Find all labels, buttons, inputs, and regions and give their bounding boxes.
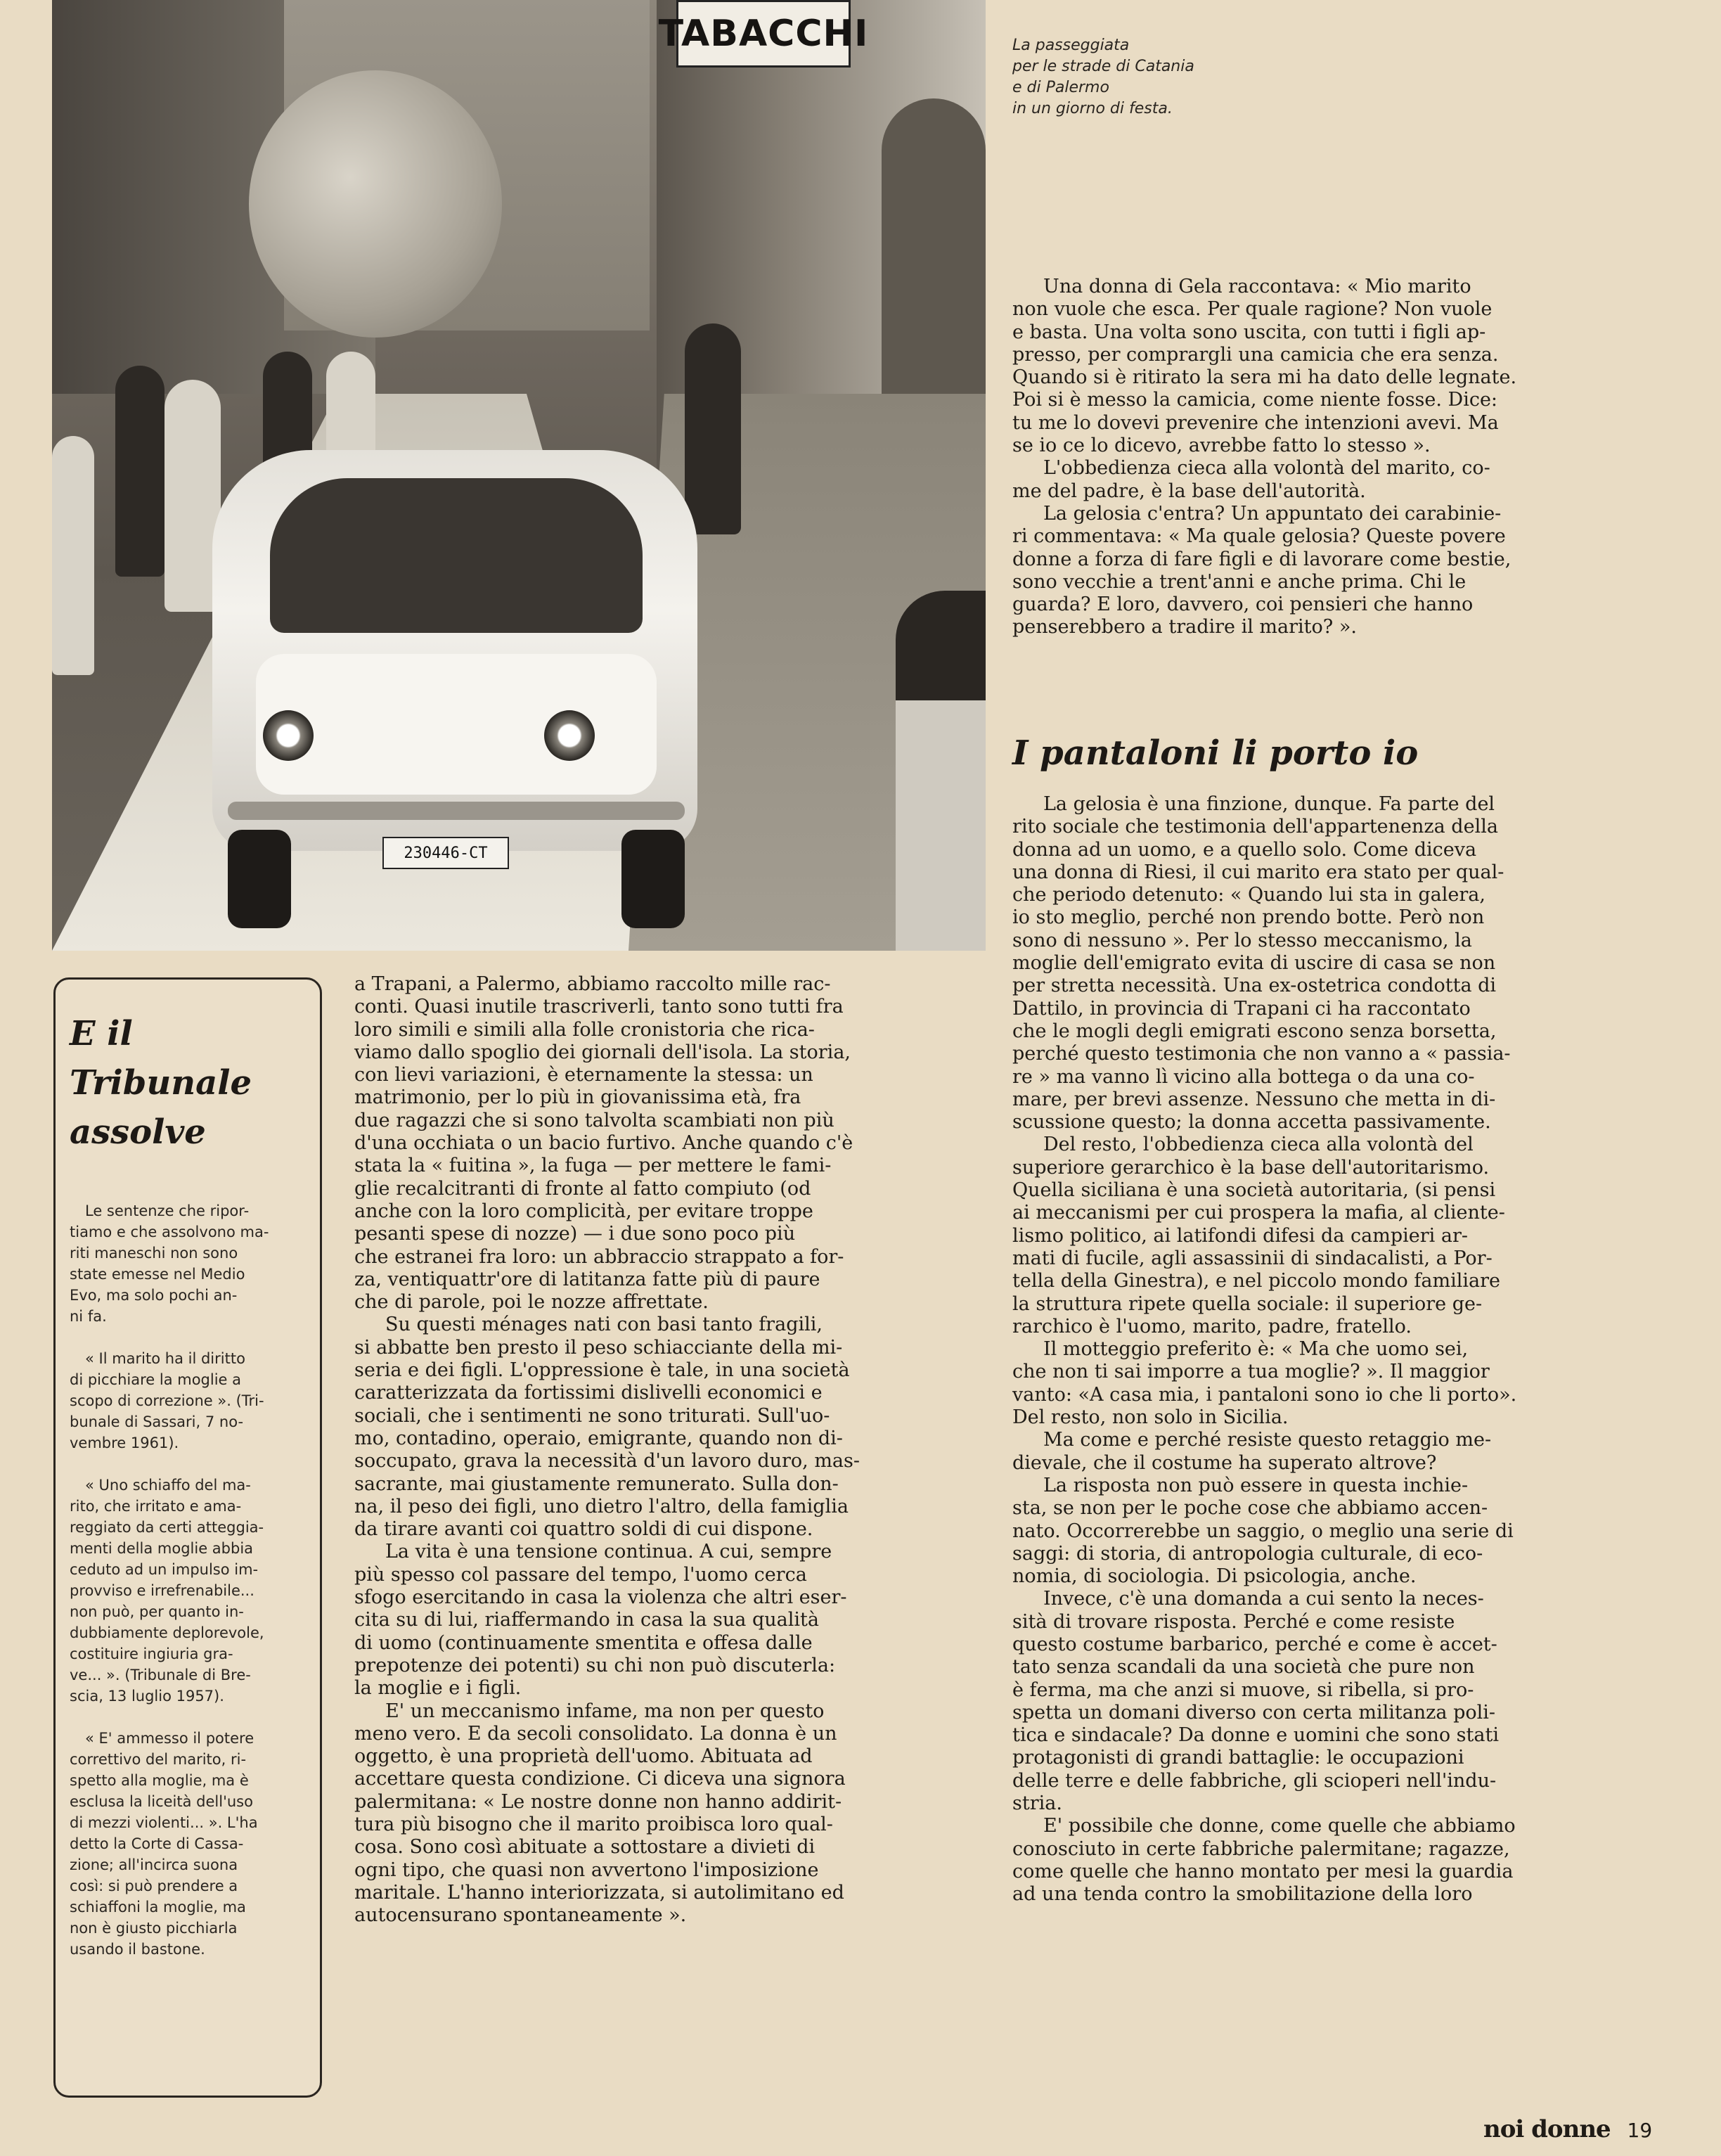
text-line: Ma come e perché resiste questo retaggio me- xyxy=(1043,1429,1492,1451)
text-line: riti maneschi non sono xyxy=(70,1245,238,1262)
text-line: moglie dell'emigrato evita di uscire di casa se non xyxy=(1012,952,1496,975)
text-line: da tirare avanti coi quattro soldi di cui dispone. xyxy=(354,1518,813,1541)
text-line: questo costume barbarico, perché e come è accet- xyxy=(1012,1633,1497,1655)
text-line: Del resto, l'obbedienza cieca alla volontà del xyxy=(1043,1134,1474,1156)
sidebar-text xyxy=(70,1200,302,1960)
text-line: palermitana: « Le nostre donne non hanno addirit- xyxy=(354,1790,842,1813)
photo-tree xyxy=(249,70,502,338)
photo-car-tyre xyxy=(621,830,685,928)
photo-car-tyre xyxy=(228,830,291,928)
text-line: esclusa la liceità dell'uso xyxy=(70,1793,253,1810)
text-line: reggiato da certi atteggia- xyxy=(70,1519,264,1536)
text-line: tella della Ginestra), e nel piccolo mondo familiare xyxy=(1012,1270,1500,1292)
photo-caption xyxy=(1012,35,1308,120)
photo-pedestrian xyxy=(52,436,94,675)
text-line: guarda? E loro, davvero, coi pensieri che hanno xyxy=(1012,593,1474,616)
text-line: di picchiare la moglie a xyxy=(70,1371,242,1388)
text-line: tu me lo dovevi prevenire che intenzioni avevi. Ma xyxy=(1012,411,1499,434)
text-line: na, il peso dei figli, uno dietro l'altro, della famiglia xyxy=(354,1495,849,1517)
text-line: ai meccanismi per cui prospera la mafia, al cliente- xyxy=(1012,1202,1505,1224)
text-line: anche con la loro complicità, per evitare troppe xyxy=(354,1200,813,1222)
text-line: rito, che irritato e ama- xyxy=(70,1498,242,1515)
text-line: stria. xyxy=(1012,1792,1062,1815)
text-line: Quella siciliana è una società autoritaria, (si pensi xyxy=(1012,1179,1496,1202)
photo-car-bumper xyxy=(228,802,685,820)
text-line: saggi: di storia, di antropologia culturale, di eco- xyxy=(1012,1542,1483,1565)
text-line: prepotenze dei potenti) su chi non può discuterla: xyxy=(354,1654,836,1676)
sidebar-title-line: Tribunale xyxy=(70,1063,252,1103)
text-line: Una donna di Gela raccontava: « Mio marito xyxy=(1043,276,1471,297)
text-line: correttivo del marito, ri- xyxy=(70,1751,247,1768)
text-line: nomia, di sociologia. Di psicologia, anche. xyxy=(1012,1565,1417,1588)
text-line: caratterizzata da fortissimi dislivelli economici e xyxy=(354,1382,823,1404)
magazine-name: noi donne xyxy=(1483,2115,1611,2143)
caption-line: e di Palermo xyxy=(1012,79,1109,96)
text-line: mati di fucile, agli assassinii di sindacalisti, a Por- xyxy=(1012,1247,1493,1269)
text-line: maritale. L'hanno interiorizzata, si autolimitano ed xyxy=(354,1881,844,1904)
text-line: io sto meglio, perché non prendo botte. Però non xyxy=(1012,906,1485,929)
text-line: sono vecchie a trent'anni e anche prima. Chi le xyxy=(1012,570,1467,593)
text-line: La vita è una tensione continua. A cui, sempre xyxy=(385,1541,832,1563)
text-line: vembre 1961). xyxy=(70,1435,179,1451)
text-line: tura più bisogno che il marito proibisca loro qual- xyxy=(354,1813,833,1835)
text-line: così: si può prendere a xyxy=(70,1878,238,1894)
text-line: za, ventiquattr'ore di latitanza fatte più di paure xyxy=(354,1268,820,1290)
text-line: sacrante, mai giustamente remunerato. Sulla don- xyxy=(354,1472,839,1495)
text-line: sta, se non per le poche cose che abbiamo accen- xyxy=(1012,1497,1488,1520)
text-line: cosa. Sono così abituate a sottostare a divieti di xyxy=(354,1836,816,1859)
text-line: pesanti spese di nozze) — i due sono poco più xyxy=(354,1223,796,1245)
sidebar-title-line: assolve xyxy=(70,1112,206,1152)
text-line: soccupato, grava la necessità d'un lavoro duro, mas- xyxy=(354,1450,860,1472)
text-line: spetto alla moglie, ma è xyxy=(70,1772,249,1789)
photo-car-window xyxy=(270,478,643,633)
sidebar-title-line: E il xyxy=(70,1014,133,1053)
text-line: me del padre, è la base dell'autorità. xyxy=(1012,480,1366,502)
text-line: La gelosia è una finzione, dunque. Fa parte del xyxy=(1043,793,1495,815)
text-line: glie recalcitranti di fronte al fatto compiuto (od xyxy=(354,1177,811,1200)
article-column-middle xyxy=(354,973,987,1927)
photo-car-headlight xyxy=(544,710,595,761)
text-line: state emesse nel Medio xyxy=(70,1266,245,1283)
sidebar-box xyxy=(53,977,322,2098)
text-line: ve... ». (Tribunale di Bre- xyxy=(70,1667,251,1683)
photo-pedestrian xyxy=(685,323,741,534)
text-line: che estranei fra loro: un abbraccio strappato a for- xyxy=(354,1245,844,1268)
text-line: stata la « fuitina », la fuga — per mettere le fami- xyxy=(354,1155,832,1177)
text-line: Dattilo, in provincia di Trapani ci ha raccontato xyxy=(1012,997,1471,1020)
photo-girl xyxy=(896,591,986,951)
sidebar-title xyxy=(70,1009,309,1157)
photo-car-hood xyxy=(256,654,657,795)
text-line: « Il marito ha il diritto xyxy=(85,1350,245,1367)
text-line: provviso e irrefrenabile... xyxy=(70,1582,254,1599)
text-line: non è giusto picchiarla xyxy=(70,1920,238,1937)
text-line: che non ti sai imporre a tua moglie? ». Il maggior xyxy=(1012,1361,1490,1383)
text-line: E' un meccanismo infame, ma non per questo xyxy=(385,1700,825,1722)
text-line: re » ma vanno lì vicino alla bottega o da una co- xyxy=(1012,1065,1475,1088)
text-line: La gelosia c'entra? Un appuntato dei carabinie- xyxy=(1043,502,1502,525)
text-line: delle terre e delle fabbriche, gli scioperi nell'indu- xyxy=(1012,1769,1497,1792)
street-photo xyxy=(52,0,986,951)
text-line: più spesso col passare del tempo, l'uomo cerca xyxy=(354,1563,807,1586)
text-line: se io ce lo dicevo, avrebbe fatto lo stesso ». xyxy=(1012,435,1431,457)
text-line: a Trapani, a Palermo, abbiamo raccolto mille rac- xyxy=(354,973,831,995)
text-line: presso, per comprargli una camicia che era senza. xyxy=(1012,343,1499,366)
text-line: ad una tenda contro la smobilitazione della loro xyxy=(1012,1883,1473,1906)
text-line: rito sociale che testimonia dell'appartenenza della xyxy=(1012,816,1498,838)
license-plate: 230446-CT xyxy=(382,837,509,869)
text-line: si abbatte ben presto il peso schiacciante della mi- xyxy=(354,1336,843,1359)
text-line: con lievi variazioni, è eternamente la stessa: un xyxy=(354,1064,813,1086)
text-line: mare, per brevi assenze. Nessuno che metta in di- xyxy=(1012,1088,1496,1110)
article-column-right-bottom xyxy=(1012,793,1645,1906)
paragraph-gap xyxy=(70,1707,302,1728)
article-column-right-top xyxy=(1012,276,1645,639)
text-line: donne a forza di fare figli e di lavorare come bestie, xyxy=(1012,548,1511,570)
text-line: menti della moglie abbia xyxy=(70,1540,254,1557)
text-line: viamo dallo spoglio dei giornali dell'isola. La storia, xyxy=(354,1041,851,1063)
text-line: Del resto, non solo in Sicilia. xyxy=(1012,1406,1289,1429)
text-line: ogni tipo, che quasi non avvertono l'imposizione xyxy=(354,1859,819,1881)
text-line: di mezzi violenti... ». L'ha xyxy=(70,1814,258,1831)
text-line: lismo politico, ai latifondi difesi da campieri ar- xyxy=(1012,1224,1468,1247)
text-line: Il motteggio preferito è: « Ma che uomo sei, xyxy=(1043,1338,1469,1361)
text-line: non può, per quanto in- xyxy=(70,1603,244,1620)
text-line: ceduto ad un impulso im- xyxy=(70,1561,259,1578)
text-line: scopo di correzione ». (Tri- xyxy=(70,1392,264,1409)
text-line: zione; all'incirca suona xyxy=(70,1856,238,1873)
text-line: loro simili e simili alla folle cronistoria che rica- xyxy=(354,1018,815,1041)
page-number: 19 xyxy=(1627,2119,1653,2142)
text-line: oggetto, è una proprietà dell'uomo. Abituata ad xyxy=(354,1745,813,1768)
text-line: ri commentava: « Ma quale gelosia? Queste povere xyxy=(1012,525,1506,548)
text-line: meno vero. E da secoli consolidato. La donna è un xyxy=(354,1722,837,1745)
text-line: superiore gerarchico è la base dell'autoritarismo. xyxy=(1012,1156,1490,1179)
text-line: per stretta necessità. Una ex-ostetrica condotta di xyxy=(1012,975,1497,997)
text-line: seria e dei figli. L'oppressione è tale, in una società xyxy=(354,1359,850,1382)
text-line: « Uno schiaffo del ma- xyxy=(85,1477,251,1494)
text-line: una donna di Riesi, il cui marito era stato per qual- xyxy=(1012,861,1504,883)
paragraph-gap xyxy=(70,1327,302,1348)
text-line: di uomo (continuamente smentita e offesa dalle xyxy=(354,1631,813,1654)
text-line: protagonisti di grandi battaglie: le occupazioni xyxy=(1012,1747,1464,1769)
text-line: perché questo testimonia che non vanno a « passia- xyxy=(1012,1043,1511,1065)
text-line: Quando si è ritirato la sera mi ha dato delle legnate. xyxy=(1012,366,1517,389)
text-line: Poi si è messo la camicia, come niente fosse. Dice: xyxy=(1012,389,1498,411)
photo-car-headlight xyxy=(263,710,314,761)
text-line: Invece, c'è una domanda a cui sento la neces- xyxy=(1043,1588,1484,1610)
text-line: tiamo e che assolvono ma- xyxy=(70,1224,269,1240)
text-line: Su questi ménages nati con basi tanto fragili, xyxy=(385,1314,823,1336)
text-line: sono di nessuno ». Per lo stesso meccanismo, la xyxy=(1012,929,1472,951)
text-line: La risposta non può essere in questa inchie- xyxy=(1043,1474,1469,1496)
tabacchi-sign: TABACCHI xyxy=(676,0,851,68)
text-line: che periodo detenuto: « Quando lui sta in galera, xyxy=(1012,884,1485,906)
text-line: L'obbedienza cieca alla volontà del marito, co- xyxy=(1043,457,1490,480)
text-line: la moglie e i figli. xyxy=(354,1677,522,1700)
text-line: spetta un domani diverso con certa militanza poli- xyxy=(1012,1701,1496,1724)
photo-pedestrian xyxy=(115,366,165,577)
text-line: come quelle che hanno montato per mesi la guardia xyxy=(1012,1860,1514,1882)
text-line: la struttura ripete quella sociale: il superiore ge- xyxy=(1012,1292,1483,1315)
text-line: che le mogli degli emigrati escono senza borsetta, xyxy=(1012,1020,1497,1042)
text-line: scussione questo; la donna accetta passivamente. xyxy=(1012,1111,1491,1134)
caption-line: La passeggiata xyxy=(1012,37,1130,54)
text-line: dievale, che il costume ha superato altrove? xyxy=(1012,1451,1437,1474)
text-line: tica e sindacale? Da donne e uomini che sono stati xyxy=(1012,1724,1499,1747)
text-line: donna ad un uomo, e a quello solo. Come diceva xyxy=(1012,838,1477,861)
text-line: dubbiamente deplorevole, xyxy=(70,1624,264,1641)
text-line: scia, 13 luglio 1957). xyxy=(70,1688,224,1705)
text-line: d'una occhiata o un bacio furtivo. Anche quando c'è xyxy=(354,1132,853,1155)
text-line: Evo, ma solo pochi an- xyxy=(70,1287,238,1304)
text-line: nato. Occorrerebbe un saggio, o meglio una serie di xyxy=(1012,1520,1514,1542)
text-line: conosciuto in certe fabbriche palermitane; ragazze, xyxy=(1012,1837,1510,1860)
text-line: Le sentenze che ripor- xyxy=(85,1202,250,1219)
text-line: ni fa. xyxy=(70,1308,107,1325)
caption-line: per le strade di Catania xyxy=(1012,58,1194,75)
text-line: conti. Quasi inutile trascriverli, tanto sono tutti fra xyxy=(354,996,844,1018)
text-line: vanto: «A casa mia, i pantaloni sono io che li porto». xyxy=(1012,1383,1517,1406)
text-line: sità di trovare risposta. Perché e come resiste xyxy=(1012,1610,1455,1633)
text-line: costituire ingiuria gra- xyxy=(70,1645,233,1662)
text-line: usando il bastone. xyxy=(70,1941,205,1958)
text-line: accettare questa condizione. Ci diceva una signora xyxy=(354,1768,846,1790)
text-line: due ragazzi che si sono talvolta scambiati non più xyxy=(354,1109,834,1131)
text-line: schiaffoni la moglie, ma xyxy=(70,1899,246,1916)
text-line: mo, contadino, operaio, emigrante, quando non di- xyxy=(354,1427,843,1449)
text-line: e basta. Una volta sono uscita, con tutti i figli ap- xyxy=(1012,321,1486,343)
text-line: rarchico è l'uomo, marito, padre, fratello. xyxy=(1012,1315,1412,1337)
caption-line: in un giorno di festa. xyxy=(1012,100,1173,117)
section-heading: I pantaloni li porto io xyxy=(1012,733,1419,773)
page-footer xyxy=(1483,2115,1652,2143)
text-line: detto la Corte di Cassa- xyxy=(70,1835,244,1852)
text-line: bunale di Sassari, 7 no- xyxy=(70,1413,244,1430)
text-line: è ferma, ma che anzi si muove, si ribella, si pro- xyxy=(1012,1679,1474,1701)
text-line: cita su di lui, riaffermando in casa la sua qualità xyxy=(354,1609,819,1631)
text-line: E' possibile che donne, come quelle che abbiamo xyxy=(1043,1815,1516,1837)
text-line: autocensurano spontaneamente ». xyxy=(354,1904,687,1927)
text-line: sociali, che i sentimenti ne sono triturati. Sull'uo- xyxy=(354,1404,830,1427)
text-line: « E' ammesso il potere xyxy=(85,1730,254,1747)
paragraph-gap xyxy=(70,1454,302,1475)
text-line: non vuole che esca. Per quale ragione? Non vuole xyxy=(1012,298,1493,321)
text-line: che di parole, poi le nozze affrettate. xyxy=(354,1291,709,1314)
text-line: penserebbero a tradire il marito? ». xyxy=(1012,616,1357,639)
text-line: tato senza scandali da una società che pure non xyxy=(1012,1656,1475,1679)
text-line: matrimonio, per lo più in giovanissima età, fra xyxy=(354,1086,801,1109)
text-line: sfogo esercitando in casa la violenza che altri eser- xyxy=(354,1586,847,1609)
